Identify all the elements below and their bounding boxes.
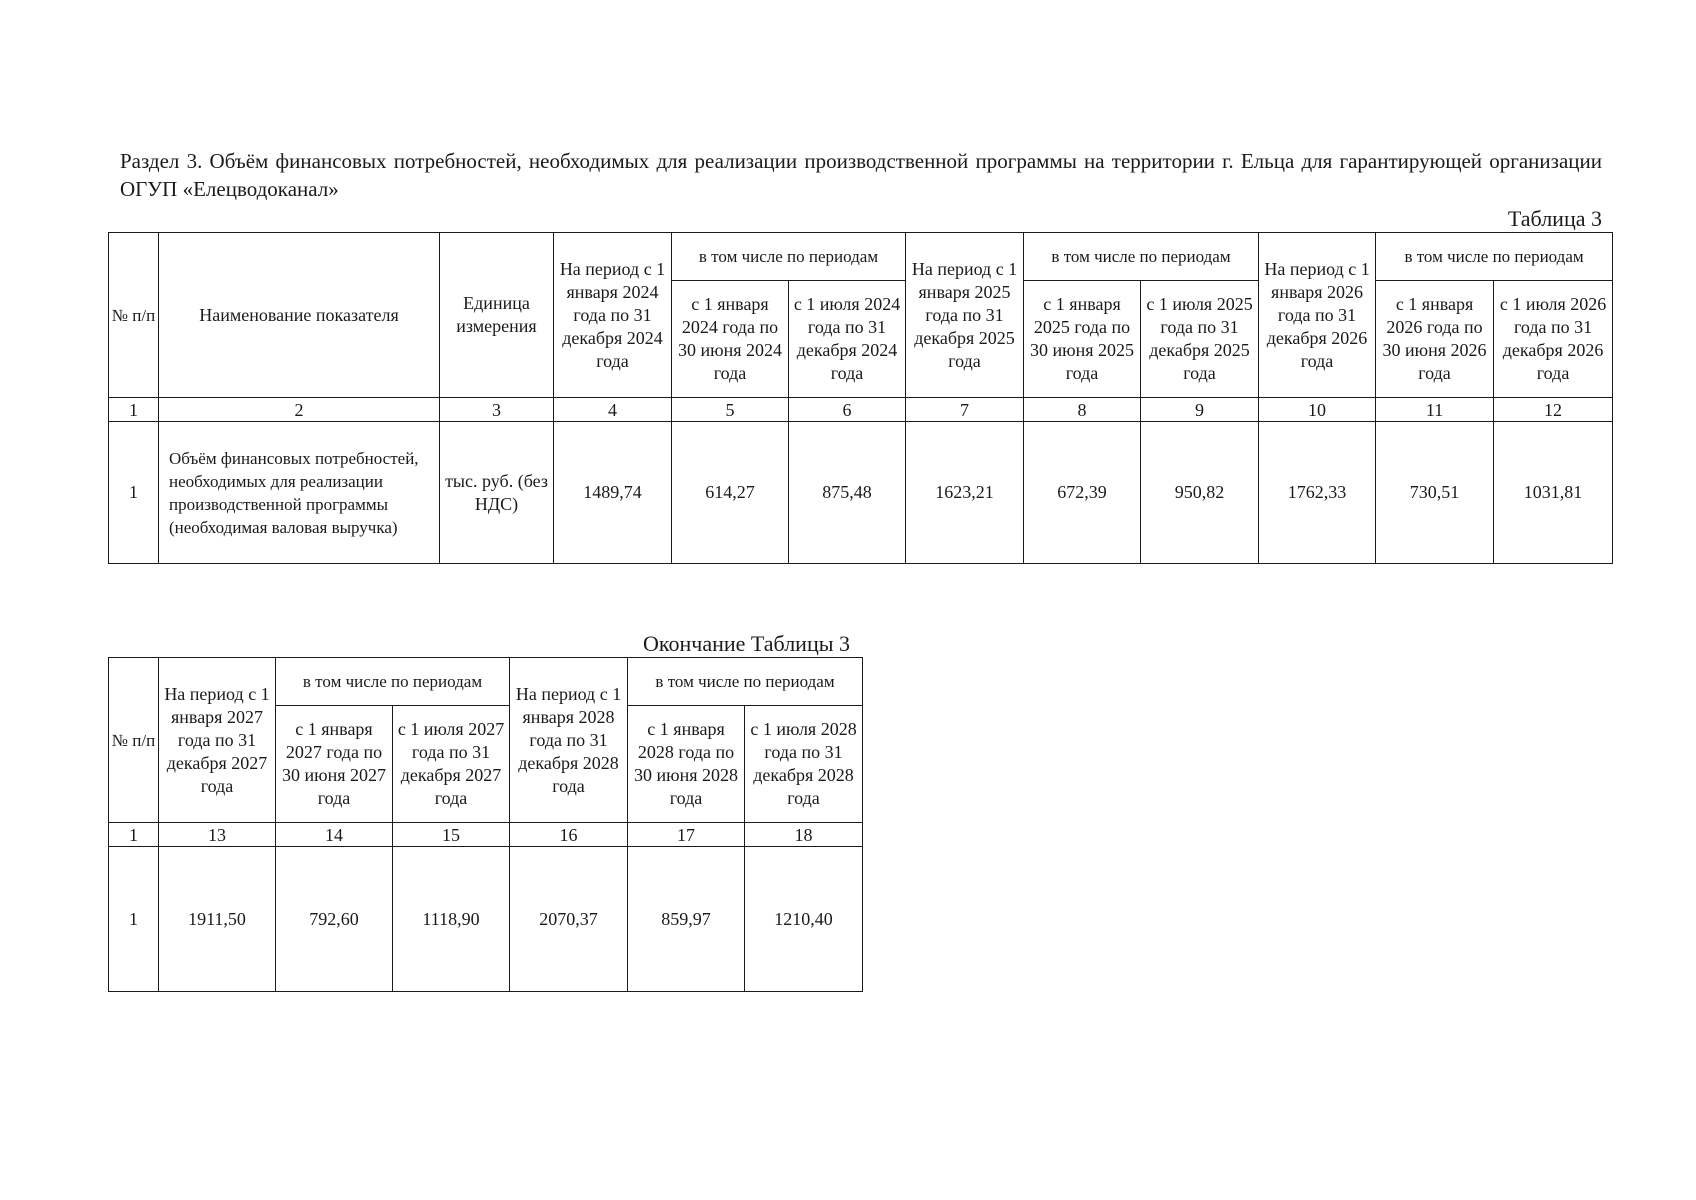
header-num: № п/п (109, 658, 159, 823)
header-period-2025: На период с 1 января 2025 года по 31 декабря 2025 года (906, 233, 1024, 398)
value-cell: 875,48 (789, 422, 906, 564)
value-cell: 730,51 (1376, 422, 1494, 564)
section-heading: Раздел 3. Объём финансовых потребностей, необходимых для реализации производственной программы на территории г. Ельца для гарантирующей организации ОГУП «Елецводоканал» (120, 149, 1602, 201)
column-number: 12 (1494, 398, 1613, 422)
header-h2-2026: с 1 июля 2026 года по 31 декабря 2026 года (1494, 281, 1613, 398)
value-cell: 614,27 (672, 422, 789, 564)
column-number: 4 (554, 398, 672, 422)
header-period-2026: На период с 1 января 2026 года по 31 декабря 2026 года (1259, 233, 1376, 398)
row-indicator-name: Объём финансовых потребностей, необходимых для реализации производственной программы (необходимая валовая выручка) (159, 422, 440, 564)
header-including-2025: в том числе по периодам (1024, 233, 1259, 281)
value-cell: 672,39 (1024, 422, 1141, 564)
table-caption: Таблица 3 (1507, 206, 1602, 231)
value-cell: 1210,40 (745, 847, 863, 992)
header-num: № п/п (109, 233, 159, 398)
column-number: 13 (159, 823, 276, 847)
column-number: 9 (1141, 398, 1259, 422)
header-h2-2027: с 1 июля 2027 года по 31 декабря 2027 года (393, 706, 510, 823)
header-h1-2025: с 1 января 2025 года по 30 июня 2025 года (1024, 281, 1141, 398)
value-cell: 1911,50 (159, 847, 276, 992)
header-indicator-name: Наименование показателя (159, 233, 440, 398)
value-cell: 950,82 (1141, 422, 1259, 564)
value-cell: 2070,37 (510, 847, 628, 992)
value-cell: 1118,90 (393, 847, 510, 992)
header-period-2024: На период с 1 января 2024 года по 31 декабря 2024 года (554, 233, 672, 398)
column-number: 5 (672, 398, 789, 422)
column-number: 11 (1376, 398, 1494, 422)
row-num: 1 (109, 422, 159, 564)
column-number: 18 (745, 823, 863, 847)
header-including-2027: в том числе по периодам (276, 658, 510, 706)
column-number: 1 (109, 823, 159, 847)
header-h2-2028: с 1 июля 2028 года по 31 декабря 2028 года (745, 706, 863, 823)
value-cell: 1623,21 (906, 422, 1024, 564)
header-h1-2028: с 1 января 2028 года по 30 июня 2028 года (628, 706, 745, 823)
column-number: 14 (276, 823, 393, 847)
column-number: 8 (1024, 398, 1141, 422)
table-row (109, 422, 1613, 564)
header-h1-2027: с 1 января 2027 года по 30 июня 2027 года (276, 706, 393, 823)
value-cell: 1762,33 (1259, 422, 1376, 564)
header-including-2028: в том числе по периодам (628, 658, 863, 706)
header-including-2024: в том числе по периодам (672, 233, 906, 281)
column-number: 16 (510, 823, 628, 847)
financial-needs-table (108, 232, 1613, 564)
column-number: 7 (906, 398, 1024, 422)
financial-needs-table-continuation (108, 657, 863, 992)
header-h1-2026: с 1 января 2026 года по 30 июня 2026 года (1376, 281, 1494, 398)
column-number: 17 (628, 823, 745, 847)
column-number: 1 (109, 398, 159, 422)
header-including-2026: в том числе по периодам (1376, 233, 1613, 281)
table-continuation-caption: Окончание Таблицы 3 (643, 631, 850, 656)
header-h2-2024: с 1 июля 2024 года по 31 декабря 2024 года (789, 281, 906, 398)
column-number: 15 (393, 823, 510, 847)
table-row (109, 847, 863, 992)
header-period-2028: На период с 1 января 2028 года по 31 декабря 2028 года (510, 658, 628, 823)
value-cell: 859,97 (628, 847, 745, 992)
column-number: 3 (440, 398, 554, 422)
column-number: 2 (159, 398, 440, 422)
header-h2-2025: с 1 июля 2025 года по 31 декабря 2025 года (1141, 281, 1259, 398)
column-number: 6 (789, 398, 906, 422)
column-number: 10 (1259, 398, 1376, 422)
header-h1-2024: с 1 января 2024 года по 30 июня 2024 года (672, 281, 789, 398)
header-unit: Единица измерения (440, 233, 554, 398)
row-unit: тыс. руб. (без НДС) (440, 422, 554, 564)
value-cell: 1489,74 (554, 422, 672, 564)
value-cell: 792,60 (276, 847, 393, 992)
value-cell: 1031,81 (1494, 422, 1613, 564)
row-num: 1 (109, 847, 159, 992)
header-period-2027: На период с 1 января 2027 года по 31 декабря 2027 года (159, 658, 276, 823)
